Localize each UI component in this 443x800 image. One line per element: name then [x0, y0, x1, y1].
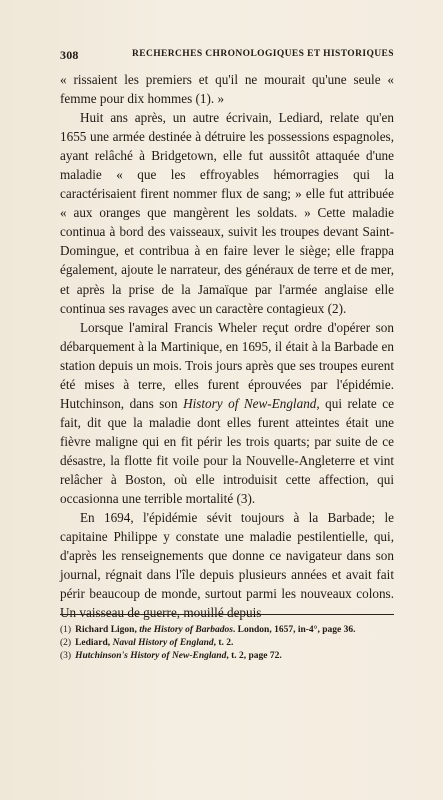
paragraph-3-text-start: Lorsque l'amiral Francis Wheler reçut ordre d'opérer son débarquement à la Martinique, en 1695, il était à la Barbade en station depuis un mois. Trois jours après que ses troupes eurent été mises à terre, elles furent éprouvées par l'épidémie. Hutchinson, dans son	[60, 319, 394, 411]
footnote-text	[75, 651, 282, 661]
footnote-author: Richard Ligon,	[75, 625, 140, 635]
footnote-1	[60, 624, 394, 637]
running-head: RECHERCHES CHRONOLOGIQUES ET HISTORIQUES	[132, 49, 394, 59]
footnote-divider	[60, 614, 394, 615]
footnote-text	[75, 638, 233, 648]
footnote-number: (3)	[60, 651, 72, 661]
paragraph-4: En 1694, l'épidémie sévit toujours à la Barbade; le capitaine Philippe y constate une maladie pestilentielle, qui, d'après les renseignements que donne ce navigateur dans son journal, régnait dans l'île depuis plusieurs années et avait fait périr beaucoup de monde, surtout parmi les nouveaux colons. Un vaisseau de guerre, mouillé depuis	[60, 510, 394, 621]
page-header	[60, 48, 395, 62]
footnote-2	[60, 637, 394, 650]
footnote-title: Naval History of England	[112, 638, 214, 648]
paragraph-2: Huit ans après, un autre écrivain, Lediard, relate qu'en 1655 une armée destinée à détruire les possessions espagnoles, ayant relâché à Bridgetown, elle fut aussitôt attaquée d'une maladie « que les effroyables hémorragies qui la caractérisaient firent nommer flux de sang; » elle fut attribuée « aux oranges que mangèrent les soldats. » Cette maladie continua à bord des vaisseaux, suivit les troupes devant Saint-Domingue, et contribua à en faire lever le siège; elle frappa également, ajoute le narrateur, des généraux de terre et de mer, et après la prise de la Jamaïque par l'armée anglaise elle continua ses ravages avec un caractère contagieux (2).	[60, 110, 394, 316]
footnote-text	[75, 625, 355, 635]
footnote-details: . London, 1657, in-4°, page 36.	[232, 625, 356, 635]
body-text	[60, 70, 394, 622]
footnote-author: Lediard,	[75, 638, 113, 648]
footnote-3	[60, 650, 394, 663]
footnote-details: , t. 2, page 72.	[226, 651, 282, 661]
footnote-details: , t. 2.	[213, 638, 234, 648]
footnote-number: (2)	[60, 638, 72, 648]
footnote-title: Hutchinson's History of New-England	[75, 651, 227, 661]
book-title-history-of-new-england: History of New-England	[183, 395, 317, 411]
paragraph-1: « rissaient les premiers et qu'il ne mourait qu'une seule « femme pour dix hommes (1). »	[60, 72, 394, 107]
footnotes	[60, 624, 394, 663]
paragraph-3	[60, 318, 394, 508]
paragraph-3-text-end: , qui relate ce fait, dit que la maladie dont elles furent atteintes était une fièvre maligne qui en fit périr les trois quarts; par suite de ce désastre, la flotte fit voile pour la Nouvelle-Angleterre et vint relâcher à Boston, où elle introduisit cette affection, qui occasionna une terrible mortalité (3).	[60, 395, 394, 507]
footnote-title: the History of Barbados	[139, 625, 233, 635]
page-number: 308	[60, 48, 79, 62]
footnote-number: (1)	[60, 625, 72, 635]
